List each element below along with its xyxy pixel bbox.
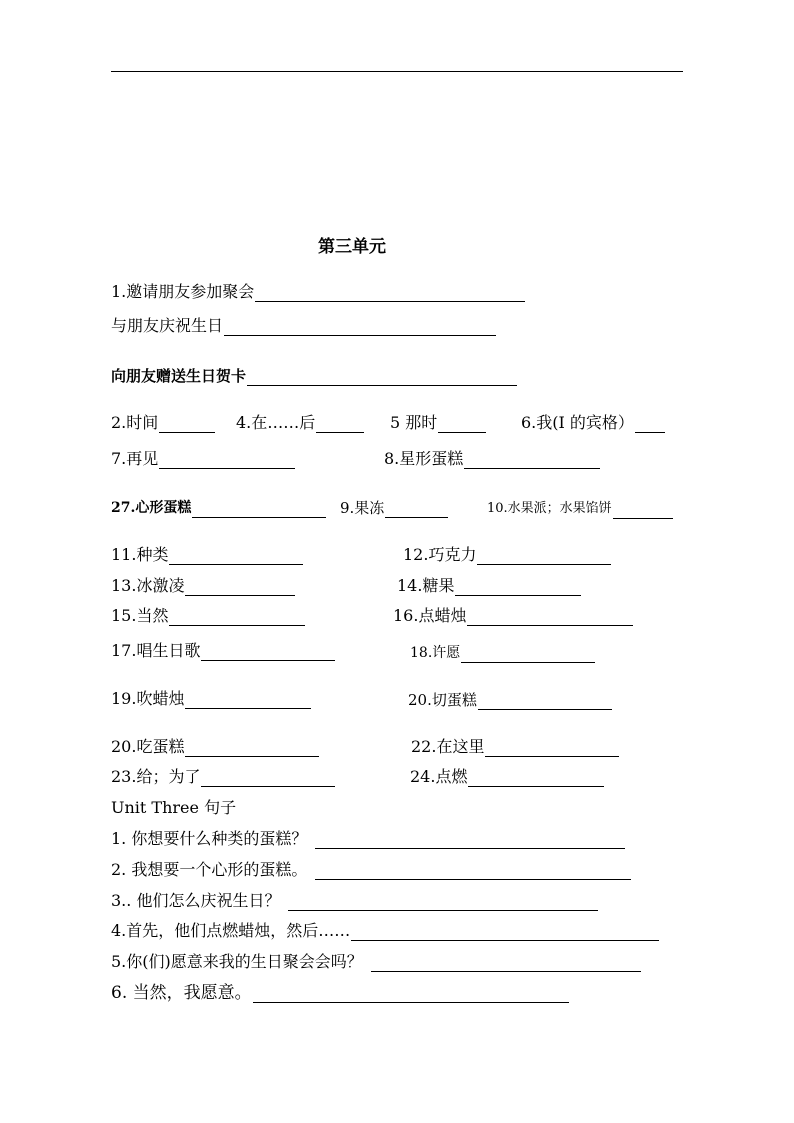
sentence-6 [111,983,569,1003]
page-title: 第三单元 [318,237,386,257]
phrase-label: 10.水果派；水果馅饼 [487,501,612,516]
answer-blank[interactable] [455,579,581,596]
phrase-label: 15.当然 [111,606,169,625]
sentence-label: 1. 你想要什么种类的蛋糕？ [111,829,308,848]
phrase-label: 13.冰激凌 [111,576,185,595]
answer-blank[interactable] [315,832,625,849]
answer-blank[interactable] [613,502,673,519]
phrase-label: 14.糖果 [397,576,455,595]
header-rule [111,71,683,72]
phrase-1-label: 1.邀请朋友参加聚会 [111,282,255,301]
answer-blank[interactable] [467,609,633,626]
sentences-heading [111,798,236,818]
sentence-label: 5.你(们)愿意来我的生日聚会会吗？ [111,952,363,971]
answer-blank[interactable] [385,501,448,518]
phrase-label: 23.给；为了 [111,767,201,786]
phrase-label: 9.果冻 [340,499,385,517]
phrase-row-7b [403,545,611,565]
phrase-label: 24.点燃 [410,767,468,786]
phrase-label: 17.唱生日歌 [111,641,201,660]
answer-blank[interactable] [635,416,665,433]
phrase-label: 16.点蜡烛 [393,606,467,625]
answer-blank[interactable] [185,579,295,596]
phrase-label: 19.吹蜡烛 [111,689,185,708]
phrase-row-10b [410,643,595,663]
sentence-5 [111,952,641,972]
answer-blank[interactable] [185,740,319,757]
answer-blank[interactable] [201,770,335,787]
phrase-label: 27.心形蛋糕 [111,500,192,516]
answer-blank[interactable] [477,548,611,565]
sentence-2 [111,860,631,880]
phrase-row-12 [111,737,319,757]
answer-blank[interactable] [478,693,612,710]
phrase-row-10 [111,641,335,661]
phrase-row-4c [390,413,486,433]
answer-blank[interactable] [464,452,600,469]
answer-blank[interactable] [201,644,335,661]
answer-blank[interactable] [159,416,215,433]
sentence-label: 6. 当然，我愿意。 [111,983,252,1003]
phrase-label: 11.种类 [111,545,169,564]
answer-blank[interactable] [485,740,619,757]
phrase-row-6 [111,498,326,518]
answer-blank[interactable] [224,319,496,336]
answer-blank[interactable] [316,416,364,433]
phrase-1 [111,282,525,302]
phrase-label: 12.巧克力 [403,545,477,564]
phrase-row-9b [393,606,633,626]
answer-blank[interactable] [169,548,303,565]
phrase-row-9 [111,606,305,626]
answer-blank[interactable] [159,452,295,469]
phrase-row-13b [410,767,604,787]
phrase-label: 6.我(I 的宾格） [521,413,634,432]
sentence-label: 4.首先，他们点燃蜡烛，然后…… [111,921,351,940]
phrase-label: 5 那时 [390,413,438,432]
answer-blank[interactable] [371,955,641,972]
sentence-4 [111,921,659,941]
phrase-label: 7.再见 [111,449,159,468]
sentence-1 [111,829,625,849]
phrase-label: 18.许愿 [410,645,461,661]
phrase-label: 8.星形蛋糕 [384,449,464,468]
phrase-2 [111,316,496,336]
phrase-row-11 [111,689,311,709]
answer-blank[interactable] [461,646,595,663]
phrase-row-7 [111,545,303,565]
answer-blank[interactable] [315,863,631,880]
phrase-row-8 [111,576,295,596]
phrase-row-12b [411,737,619,757]
sentence-label: 3.. 他们怎么庆祝生日？ [111,891,281,910]
phrase-row-11b [408,690,612,710]
answer-blank[interactable] [438,416,486,433]
phrase-label: 22.在这里 [411,737,485,756]
phrase-label: 4.在……后 [236,413,316,432]
phrase-row-5b [384,449,600,469]
sentence-3 [111,891,598,911]
answer-blank[interactable] [255,285,525,302]
phrase-row-4 [111,413,215,433]
phrase-3 [111,366,517,386]
answer-blank[interactable] [247,369,517,386]
sentence-label: 2. 我想要一个心形的蛋糕。 [111,860,308,879]
answer-blank[interactable] [169,609,305,626]
phrase-label: 20.切蛋糕 [408,691,477,709]
phrase-row-6b [340,498,448,518]
phrase-row-13 [111,767,335,787]
phrase-2-label: 与朋友庆祝生日 [111,316,224,335]
phrase-row-5 [111,449,295,469]
answer-blank[interactable] [288,894,598,911]
answer-blank[interactable] [468,770,604,787]
phrase-row-4d [521,413,665,433]
phrase-3-label: 向朋友赠送生日贺卡 [111,367,247,385]
phrase-row-8b [397,576,581,596]
answer-blank[interactable] [253,986,569,1003]
section-heading: Unit Three 句子 [111,798,237,817]
phrase-row-6c [487,499,673,519]
phrase-row-4b [236,413,364,433]
answer-blank[interactable] [351,924,659,941]
phrase-label: 2.时间 [111,413,159,432]
answer-blank[interactable] [185,692,311,709]
answer-blank[interactable] [192,501,326,518]
phrase-label: 20.吃蛋糕 [111,737,185,756]
